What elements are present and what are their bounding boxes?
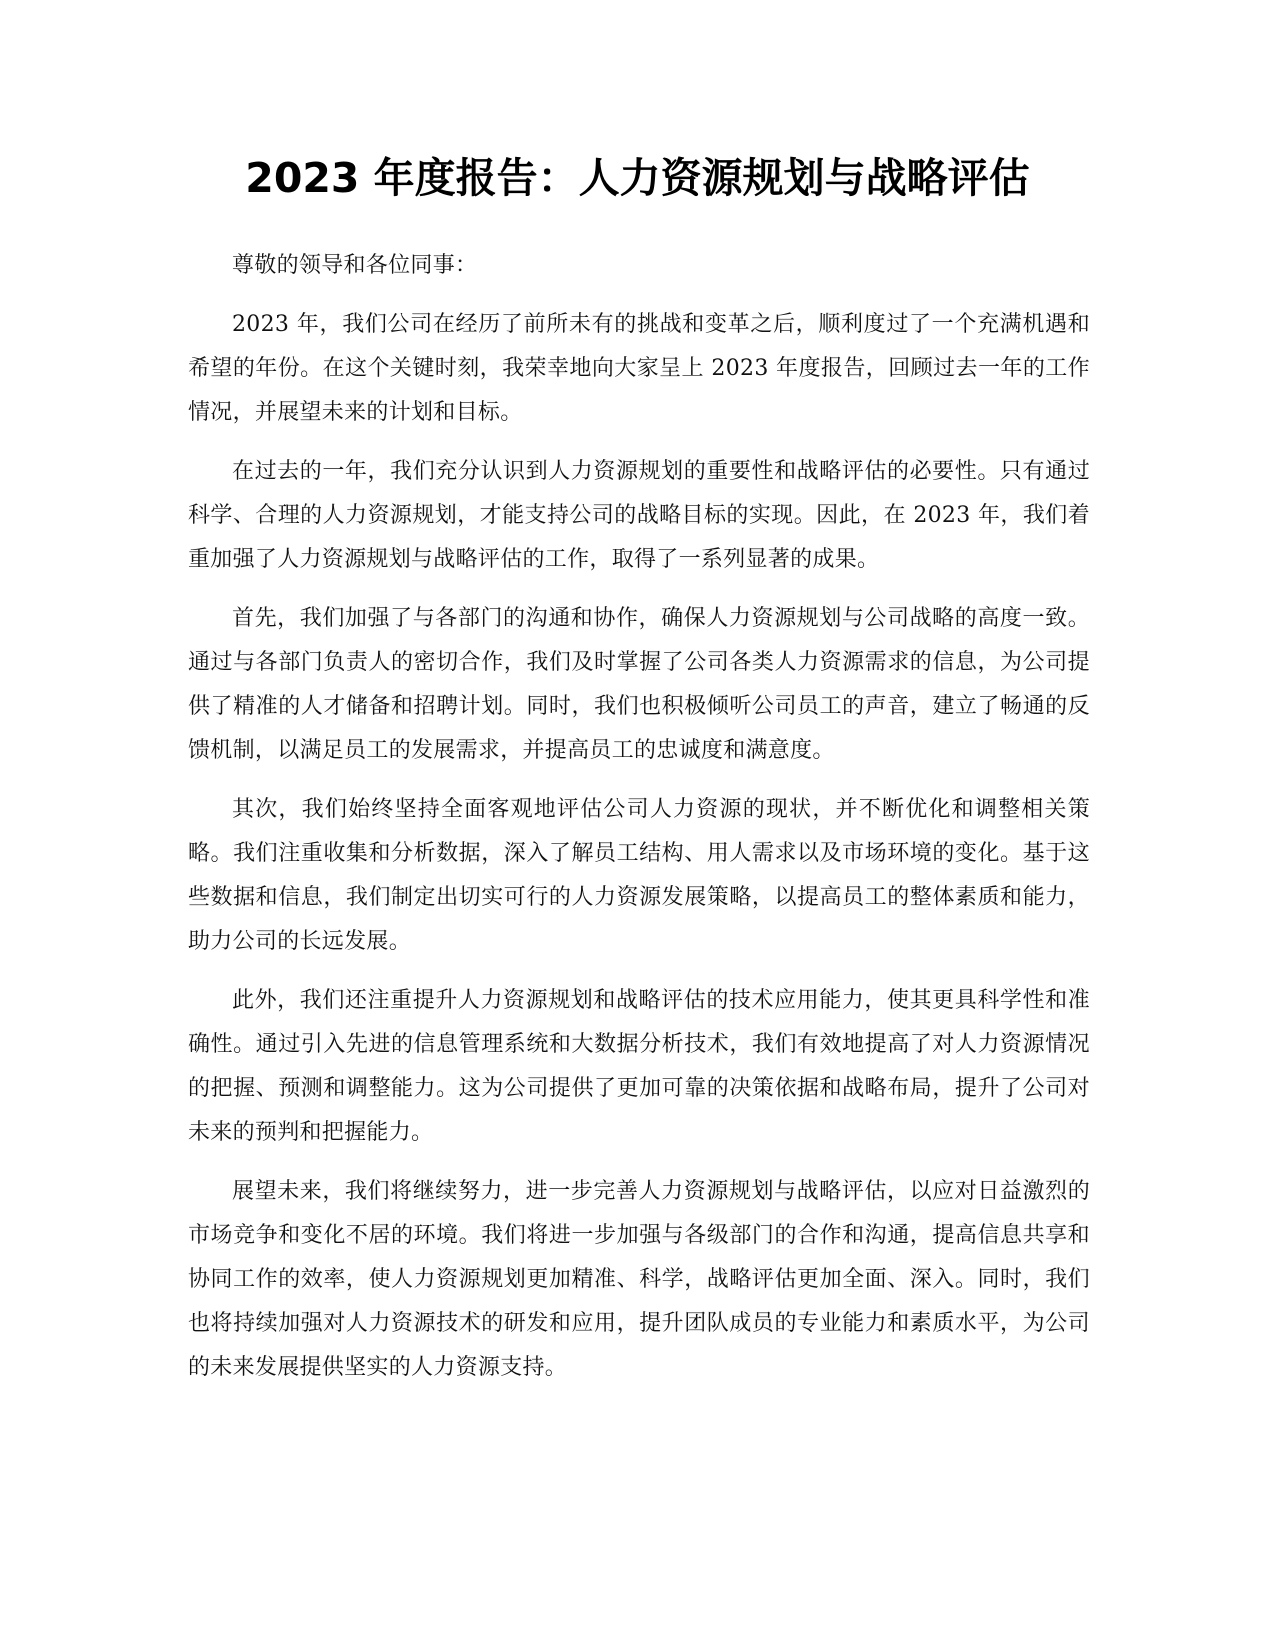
document-title: 2023 年度报告：人力资源规划与战略评估 bbox=[245, 154, 1030, 202]
salutation: 尊敬的领导和各位同事： bbox=[232, 253, 478, 278]
paragraph-6: 展望未来，我们将继续努力，进一步完善人力资源规划与战略评估，以应对日益激烈的市场竞争和变化不居的环境。我们将进一步加强与各级部门的合作和沟通，提高信息共享和协同工作的效率，使人力资源规划更加精准、科学，战略评估更加全面、深入。同时，我们也将持续加强对人力资源技术的研发和应用，提升团队成员的专业能力和素质水平，为公司的未来发展提供坚实的人力资源支持。 bbox=[188, 1179, 1090, 1380]
paragraph-1: 2023 年，我们公司在经历了前所未有的挑战和变革之后，顺利度过了一个充满机遇和希望的年份。在这个关键时刻，我荣幸地向大家呈上 2023 年度报告，回顾过去一年的工作情况，并展望未来的计划和目标。 bbox=[188, 312, 1090, 425]
paragraph-2: 在过去的一年，我们充分认识到人力资源规划的重要性和战略评估的必要性。只有通过科学、合理的人力资源规划，才能支持公司的战略目标的实现。因此，在 2023 年，我们着重加强了人力资源规划与战略评估的工作，取得了一系列显著的成果。 bbox=[188, 459, 1090, 572]
paragraph-3: 首先，我们加强了与各部门的沟通和协作，确保人力资源规划与公司战略的高度一致。通过与各部门负责人的密切合作，我们及时掌握了公司各类人力资源需求的信息，为公司提供了精准的人才储备和招聘计划。同时，我们也积极倾听公司员工的声音，建立了畅通的反馈机制，以满足员工的发展需求，并提高员工的忠诚度和满意度。 bbox=[188, 606, 1090, 763]
paragraph-5: 此外，我们还注重提升人力资源规划和战略评估的技术应用能力，使其更具科学性和准确性。通过引入先进的信息管理系统和大数据分析技术，我们有效地提高了对人力资源情况的把握、预测和调整能力。这为公司提供了更加可靠的决策依据和战略布局，提升了公司对未来的预判和把握能力。 bbox=[188, 988, 1090, 1145]
document-body bbox=[188, 244, 1090, 1405]
paragraph-4: 其次，我们始终坚持全面客观地评估公司人力资源的现状，并不断优化和调整相关策略。我们注重收集和分析数据，深入了解员工结构、用人需求以及市场环境的变化。基于这些数据和信息，我们制定出切实可行的人力资源发展策略，以提高员工的整体素质和能力，助力公司的长远发展。 bbox=[188, 797, 1090, 954]
